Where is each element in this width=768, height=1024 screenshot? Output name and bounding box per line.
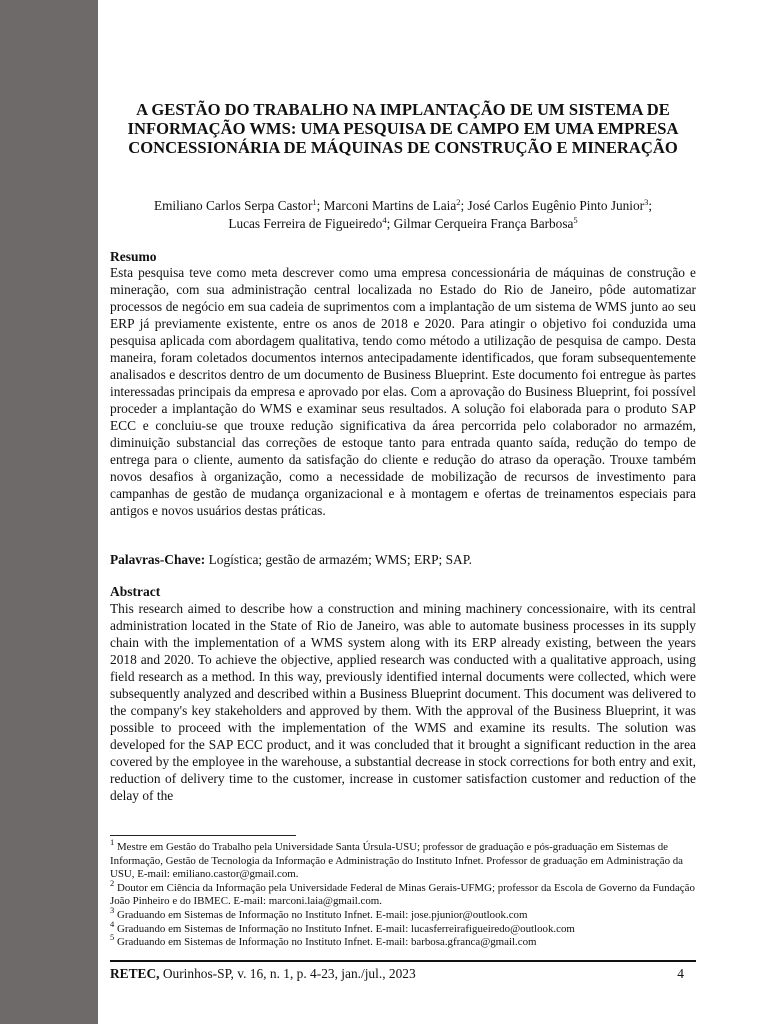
footnote-number: 4 [110, 918, 115, 929]
footnote-separator [110, 835, 296, 836]
journal-location: Ourinhos-SP, [162, 966, 234, 981]
footer-separator [110, 960, 696, 962]
page-number: 4 [677, 966, 684, 981]
left-margin-bar [0, 0, 98, 1024]
author-ref: 1 [312, 197, 317, 207]
author-ref: 4 [382, 214, 387, 225]
author-name: José Carlos Eugênio Pinto Junior [467, 198, 645, 213]
footnote-text: Doutor em Ciência da Informação pela Universidade Federal de Minas Gerais-UFMG; professor da Escola de Governo da Fundação João Pinheiro e do IBMEC. E-mail: marconi.laia@gmail.com. [110, 881, 695, 908]
footnote-number: 2 [110, 877, 115, 888]
footnote-text: Mestre em Gestão do Trabalho pela Universidade Santa Úrsula-USU; professor de graduação e pós-graduação em Sistemas de Informação, Gestão de Tecnologia da Informação e Administração do Instituto Infnet. Professor de graduação em Administração da USU, E-mail: emiliano.castor@gmail.com. [110, 841, 684, 881]
author-ref: 5 [573, 214, 578, 225]
page-footer [110, 965, 696, 982]
author-ref: 3 [644, 197, 649, 207]
author-ref: 2 [456, 197, 461, 207]
footnote [110, 918, 696, 937]
footnote-number: 3 [110, 904, 115, 915]
author-name: Gilmar Cerqueira França Barbosa [393, 215, 574, 231]
journal-volume: v. 16, n. 1, p. 4-23, jan./jul., 2023 [237, 966, 416, 981]
footnote [110, 904, 696, 923]
journal-name: RETEC, [110, 966, 160, 981]
footnote-text: Graduando em Sistemas de Informação no Instituto Infnet. E-mail: jose.pjunior@outlook.com [116, 908, 528, 921]
abstract-text: This research aimed to describe how a construction and mining machinery concessionaire, with its central administration located in the State of Rio de Janeiro, was able to automate business processes in its supply chain with the implementation of a WMS system along with its ERP already existing, between the years 2018 and 2020. To achieve the objective, applied research was conducted with a qualitative approach, using field research as a method. In this way, previously identified internal documents were collected, which were subsequently analyzed and described within a Business Blueprint document. This document was delivered to the company's key stakeholders and approved by them. With the approval of the Business Blueprint, it was possible to proceed with the implementation of the WMS and examine its results. The solution was developed for the SAP ECC product, and it was concluded that it brought a significant reduction in the area covered by the employee in the warehouse, a substantial decrease in stock corrections for both entry and exit, reduction of delivery time to the customer, increase in customer satisfaction customer and reduction of the delay of the [110, 601, 696, 803]
paper-title: A GESTÃO DO TRABALHO NA IMPLANTAÇÃO DE UM SISTEMA DE INFORMAÇÃO WMS: UMA PESQUISA DE CAMPO EM UMA EMPRESA CONCESSIONÁRIA DE MÁQUINAS DE CONSTRUÇÃO E MINERAÇÃO [127, 100, 679, 157]
keywords-label: Palavras-Chave: [110, 552, 206, 567]
resumo-text: Esta pesquisa teve como meta descrever como uma empresa concessionária de máquinas de construção e mineração, com sua administração central localizada no Estado do Rio de Janeiro, pôde automatizar processos de negócio em sua cadeia de suprimentos com a implantação de um sistema de WMS junto ao seu ERP já previamente existente, entre os anos de 2018 e 2020. Para atingir o objetivo foi conduzida uma pesquisa aplicada com abordagem qualitativa, tendo como método a utilização de pesquisa de campo. Desta maneira, foram coletados documentos internos antecipadamente identificados, que foram subsequentemente analisados e descritos dentro de um documento de Business Blueprint. Este documento foi entregue às partes interessadas principais da empresa e aprovado por elas. Com a aprovação do Business Blueprint, foi possível proceder a implantação do WMS e examinar seus resultados. A solução foi elaborada para o produto SAP ECC e concluiu-se que trouxe redução significativa da área percorrida pelo colaborador no armazém, diminuição substancial das correções de estoque tanto para entrada quanto saída, redução do tempo de entrega para o cliente, aumento da satisfação do cliente e redução do atraso da operação. Trouxe também novos desafios à organização, como a necessidade de mobilização de recursos de investimento para campanhas de gestão de mudança organizacional e à montagem e ofertas de treinamentos especiais para antigos e novos usuários destas práticas. [110, 265, 696, 518]
author-name: Marconi Martins de Laia [323, 198, 457, 213]
abstract-heading: Abstract [110, 584, 161, 599]
keywords-line [110, 551, 472, 568]
footnote-number: 1 [110, 837, 115, 847]
resumo-heading: Resumo [110, 249, 157, 264]
author-name: Lucas Ferreira de Figueiredo [228, 215, 383, 231]
footnote-text: Graduando em Sistemas de Informação no Instituto Infnet. E-mail: lucasferreirafigueiredo@outlook.com [116, 922, 575, 935]
footnote-text: Graduando em Sistemas de Informação no Instituto Infnet. E-mail: barbosa.gfranca@gmail.com [116, 936, 537, 949]
keywords-text: Logística; gestão de armazém; WMS; ERP; SAP. [208, 552, 473, 567]
footnote [110, 837, 696, 882]
paper-page [110, 0, 696, 1024]
author-name: Emiliano Carlos Serpa Castor [153, 198, 313, 213]
footnote-number: 5 [110, 932, 115, 943]
footnotes [110, 837, 696, 950]
footnote [110, 932, 696, 950]
author-list: Emiliano Carlos Serpa Castor$^1$; Marconi Martins de Laia$^2$; José Carlos Eugênio Pinto Junior$^3$; Lucas Ferreira de Figueiredo$^4$; Gilmar Cerqueira França Barbosa$^5$ [153, 197, 653, 231]
footnote [110, 877, 696, 909]
